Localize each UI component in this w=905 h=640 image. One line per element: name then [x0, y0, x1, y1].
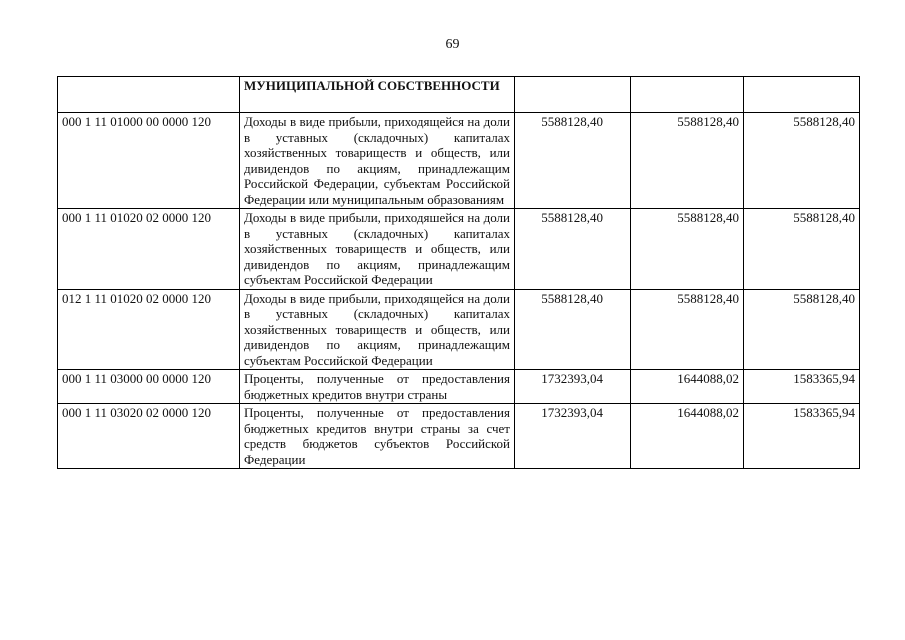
row-description: Проценты, полученные от предоставления бюджетных кредитов внутри страны: [240, 370, 515, 404]
amount-year-2: 5588128,40: [631, 209, 744, 290]
amount-year-1: 5588128,40: [515, 289, 631, 370]
amount-year-1: 1732393,04: [515, 404, 631, 469]
amount-year-2: 5588128,40: [631, 289, 744, 370]
table-row: [58, 209, 860, 290]
classification-code: 012 1 11 01020 02 0000 120: [58, 289, 240, 370]
table-row: [58, 289, 860, 370]
row-description: МУНИЦИПАЛЬНОЙ СОБСТВЕННОСТИ: [240, 77, 515, 113]
amount-year-3: 1583365,94: [744, 370, 860, 404]
row-description: Доходы в виде прибыли, приходящейся на доли в уставных (складочных) капиталах хозяйственных товариществ и обществ, или дивидендов по акциям, принадлежащим Российской Федерации, субъектам Российской Федерации или муниципальным образованиям: [240, 113, 515, 209]
table-row: [58, 77, 860, 113]
amount-year-3: 5588128,40: [744, 209, 860, 290]
amount-year-1: [515, 77, 631, 113]
classification-code: 000 1 11 03020 02 0000 120: [58, 404, 240, 469]
amount-year-3: 1583365,94: [744, 404, 860, 469]
table-row: [58, 370, 860, 404]
classification-code: 000 1 11 01000 00 0000 120: [58, 113, 240, 209]
row-description: Доходы в виде прибыли, приходящейся на доли в уставных (складочных) капиталах хозяйственных товариществ и обществ, или дивидендов по акциям, принадлежащим субъектам Российской Федерации: [240, 289, 515, 370]
amount-year-3: 5588128,40: [744, 289, 860, 370]
classification-code: 000 1 11 01020 02 0000 120: [58, 209, 240, 290]
table-row: [58, 404, 860, 469]
row-description: Доходы в виде прибыли, приходяшейся на доли в уставных (складочных) капиталах хозяйственных товариществ и обществ, или дивидендов по акциям, принадлежащим субъектам Российской Федерации: [240, 209, 515, 290]
amount-year-1: 5588128,40: [515, 113, 631, 209]
amount-year-2: 1644088,02: [631, 370, 744, 404]
classification-code: [58, 77, 240, 113]
amount-year-1: 5588128,40: [515, 209, 631, 290]
page-number: 69: [445, 37, 460, 52]
table-row: [58, 113, 860, 209]
classification-code: 000 1 11 03000 00 0000 120: [58, 370, 240, 404]
amount-year-3: 5588128,40: [744, 113, 860, 209]
row-description: Проценты, полученные от предоставления бюджетных кредитов внутри страны за счет средств бюджетов субъектов Российской Федерации: [240, 404, 515, 469]
budget-revenue-table: [57, 76, 860, 469]
amount-year-3: [744, 77, 860, 113]
amount-year-1: 1732393,04: [515, 370, 631, 404]
amount-year-2: 1644088,02: [631, 404, 744, 469]
amount-year-2: 5588128,40: [631, 113, 744, 209]
amount-year-2: [631, 77, 744, 113]
